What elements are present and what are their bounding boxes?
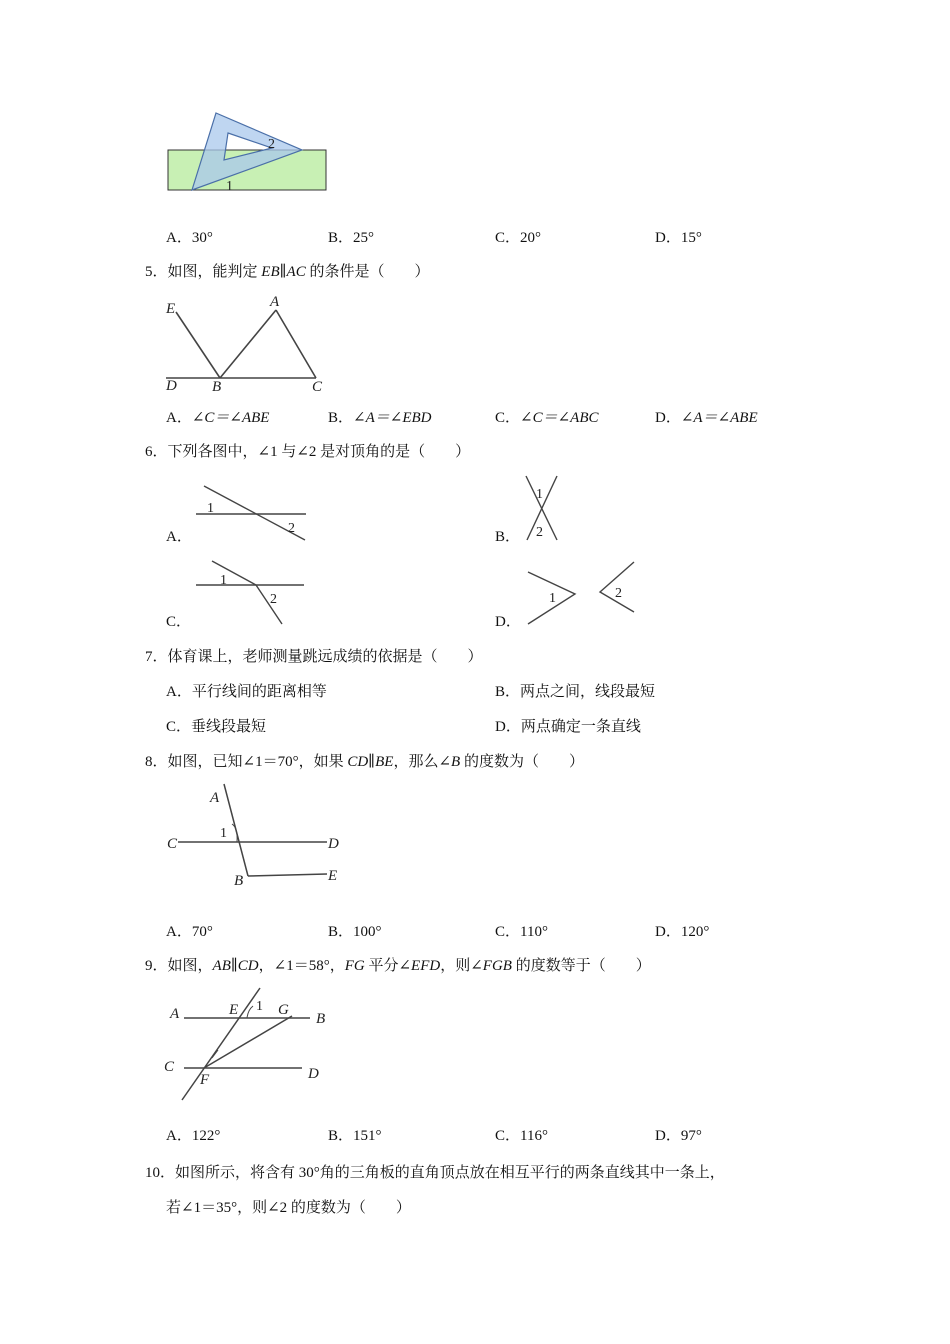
- q6b-angle-1: 1: [536, 487, 543, 502]
- q5-option-b[interactable]: B．∠A＝∠EBD: [328, 410, 432, 426]
- q4-angle-2: 2: [268, 137, 275, 152]
- q6b-angle-2: 2: [536, 525, 543, 540]
- q9-stem: 9．如图，AB∥CD，∠1＝58°，FG 平分∠EFD，则∠FGB 的度数等于（ ）: [145, 958, 651, 974]
- q8-option-b[interactable]: B．100°: [328, 924, 382, 940]
- q6a-angle-1: 1: [207, 501, 214, 516]
- q9-figure: [160, 986, 350, 1106]
- q4-option-b[interactable]: B．25°: [328, 230, 375, 246]
- q6-option-b[interactable]: B．: [495, 529, 521, 545]
- q9-label-e: E: [229, 1002, 239, 1018]
- q8-option-c[interactable]: C．110°: [495, 924, 548, 940]
- q8-label-c: C: [167, 836, 178, 852]
- q5-label-b: B: [212, 379, 222, 395]
- q5-figure: [160, 292, 340, 395]
- q9-angle-1: 1: [256, 999, 263, 1014]
- q4-angle-1: 1: [226, 179, 233, 194]
- q6-figure-c: [190, 558, 310, 628]
- q6c-angle-1: 1: [220, 573, 227, 588]
- q6-figure-b: [520, 474, 570, 544]
- q8-option-a[interactable]: A．70°: [166, 924, 213, 940]
- q9-label-f: F: [200, 1072, 210, 1088]
- q5-option-d[interactable]: D．∠A＝∠ABE: [655, 410, 758, 426]
- q9-label-a: A: [170, 1006, 180, 1022]
- q10-stem-line2: 若∠1＝35°，则∠2 的度数为（ ）: [166, 1200, 411, 1216]
- q9-label-g: G: [278, 1002, 289, 1018]
- q6d-angle-1: 1: [549, 591, 556, 606]
- q5-option-a[interactable]: A．∠C＝∠ABE: [166, 410, 270, 426]
- q8-label-a: A: [210, 790, 220, 806]
- q8-angle-1: 1: [220, 826, 227, 841]
- q4-option-a[interactable]: A．30°: [166, 230, 213, 246]
- q9-option-d[interactable]: D．97°: [655, 1128, 702, 1144]
- q9-label-d: D: [308, 1066, 319, 1082]
- q6d-angle-2: 2: [615, 586, 622, 601]
- q5-label-d: D: [166, 378, 177, 394]
- q5-label-c: C: [312, 379, 323, 395]
- q6-figure-d: [520, 558, 640, 628]
- q7-option-d[interactable]: D．两点确定一条直线: [495, 719, 641, 735]
- q6-stem: 6．下列各图中，∠1 与∠2 是对顶角的是（ ）: [145, 444, 471, 460]
- q9-option-b[interactable]: B．151°: [328, 1128, 382, 1144]
- q6-figure-a: [190, 478, 310, 548]
- q7-option-b[interactable]: B．两点之间，线段最短: [495, 684, 656, 700]
- q7-option-c[interactable]: C．垂线段最短: [166, 719, 267, 735]
- q6a-angle-2: 2: [288, 521, 295, 536]
- q7-stem: 7．体育课上，老师测量跳远成绩的依据是（ ）: [145, 649, 483, 665]
- q8-label-b: B: [234, 873, 244, 889]
- q6-option-a[interactable]: A．: [166, 529, 192, 545]
- q8-label-d: D: [328, 836, 339, 852]
- q4-figure: [160, 108, 340, 198]
- q8-option-d[interactable]: D．120°: [655, 924, 710, 940]
- q9-option-a[interactable]: A．122°: [166, 1128, 221, 1144]
- q5-option-c[interactable]: C．∠C＝∠ABC: [495, 410, 599, 426]
- q8-label-e: E: [328, 868, 338, 884]
- q6-option-d[interactable]: D．: [495, 614, 521, 630]
- q5-stem: 5．如图，能判定 EB∥AC 的条件是（ ）: [145, 264, 430, 280]
- q10-stem-line1: 10．如图所示，将含有 30°角的三角板的直角顶点放在相互平行的两条直线其中一条上，: [145, 1165, 725, 1181]
- q7-option-a[interactable]: A．平行线间的距离相等: [166, 684, 327, 700]
- q9-option-c[interactable]: C．116°: [495, 1128, 548, 1144]
- q6-option-c[interactable]: C．: [166, 614, 192, 630]
- q8-stem: 8．如图，已知∠1＝70°，如果 CD∥BE，那么∠B 的度数为（ ）: [145, 754, 584, 770]
- q9-label-b: B: [316, 1011, 326, 1027]
- q8-figure: [162, 782, 352, 892]
- q6c-angle-2: 2: [270, 592, 277, 607]
- q5-label-e: E: [166, 301, 176, 317]
- q9-label-c: C: [164, 1059, 175, 1075]
- q5-label-a: A: [270, 294, 280, 310]
- q4-option-d[interactable]: D．15°: [655, 230, 702, 246]
- q4-option-c[interactable]: C．20°: [495, 230, 542, 246]
